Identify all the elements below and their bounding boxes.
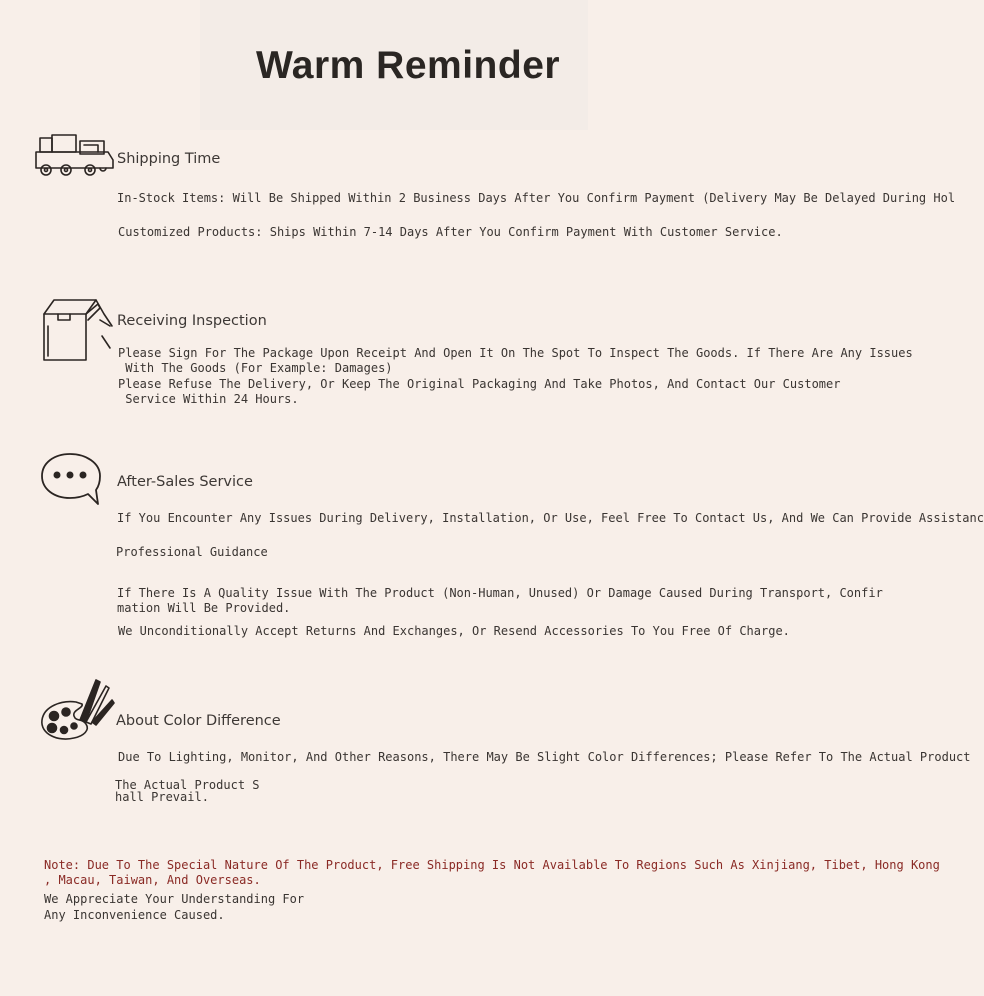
speech-bubble-icon bbox=[40, 452, 104, 508]
section-title-receiving-inspection: Receiving Inspection bbox=[117, 313, 267, 329]
after-sales-line-1: If You Encounter Any Issues During Delivery, Installation, Or Use, Feel Free To Contact Us, And We Can Provide Assistanc bbox=[117, 511, 984, 525]
section-title-shipping-time: Shipping Time bbox=[117, 151, 221, 167]
page-title: Warm Reminder bbox=[255, 44, 561, 87]
color-difference-line-2: The Actual Product S hall Prevail. bbox=[115, 778, 260, 804]
receiving-inspection-line-1: Please Sign For The Package Upon Receipt And Open It On The Spot To Inspect The Goods. If There Are Any Issues With The Goods (For Example: Damages) bbox=[118, 346, 913, 375]
after-sales-line-2: Professional Guidance bbox=[116, 545, 268, 559]
shipping-note: Note: Due To The Special Nature Of The Product, Free Shipping Is Not Available To Regions Such As Xinjiang, Tibet, Hong Kong , Macau, Taiwan, And Overseas. bbox=[44, 858, 940, 887]
color-difference-line-1: Due To Lighting, Monitor, And Other Reasons, There May Be Slight Color Differences; Please Refer To The Actual Product bbox=[118, 750, 971, 764]
after-sales-line-4: We Unconditionally Accept Returns And Exchanges, Or Resend Accessories To You Free Of Charge. bbox=[118, 624, 790, 638]
paint-palette-icon bbox=[40, 676, 116, 746]
shipping-time-line-1: In-Stock Items: Will Be Shipped Within 2 Business Days After You Confirm Payment (Delivery May Be Delayed During Hol bbox=[117, 191, 956, 205]
section-title-after-sales-service: After-Sales Service bbox=[117, 474, 253, 490]
appreciation-text: We Appreciate Your Understanding For Any Inconvenience Caused. bbox=[44, 892, 305, 922]
receiving-inspection-line-2: Please Refuse The Delivery, Or Keep The Original Packaging And Take Photos, And Contact Our Customer Service Within 24 Hours. bbox=[118, 377, 841, 406]
after-sales-line-3: If There Is A Quality Issue With The Product (Non-Human, Unused) Or Damage Caused During Transport, Confir mation Will Be Provided. bbox=[117, 586, 883, 615]
section-title-about-color-difference: About Color Difference bbox=[116, 713, 281, 729]
shipping-time-line-2: Customized Products: Ships Within 7-14 Days After You Confirm Payment With Customer Service. bbox=[118, 225, 783, 239]
package-box-icon bbox=[40, 296, 114, 366]
delivery-truck-icon bbox=[34, 132, 116, 180]
